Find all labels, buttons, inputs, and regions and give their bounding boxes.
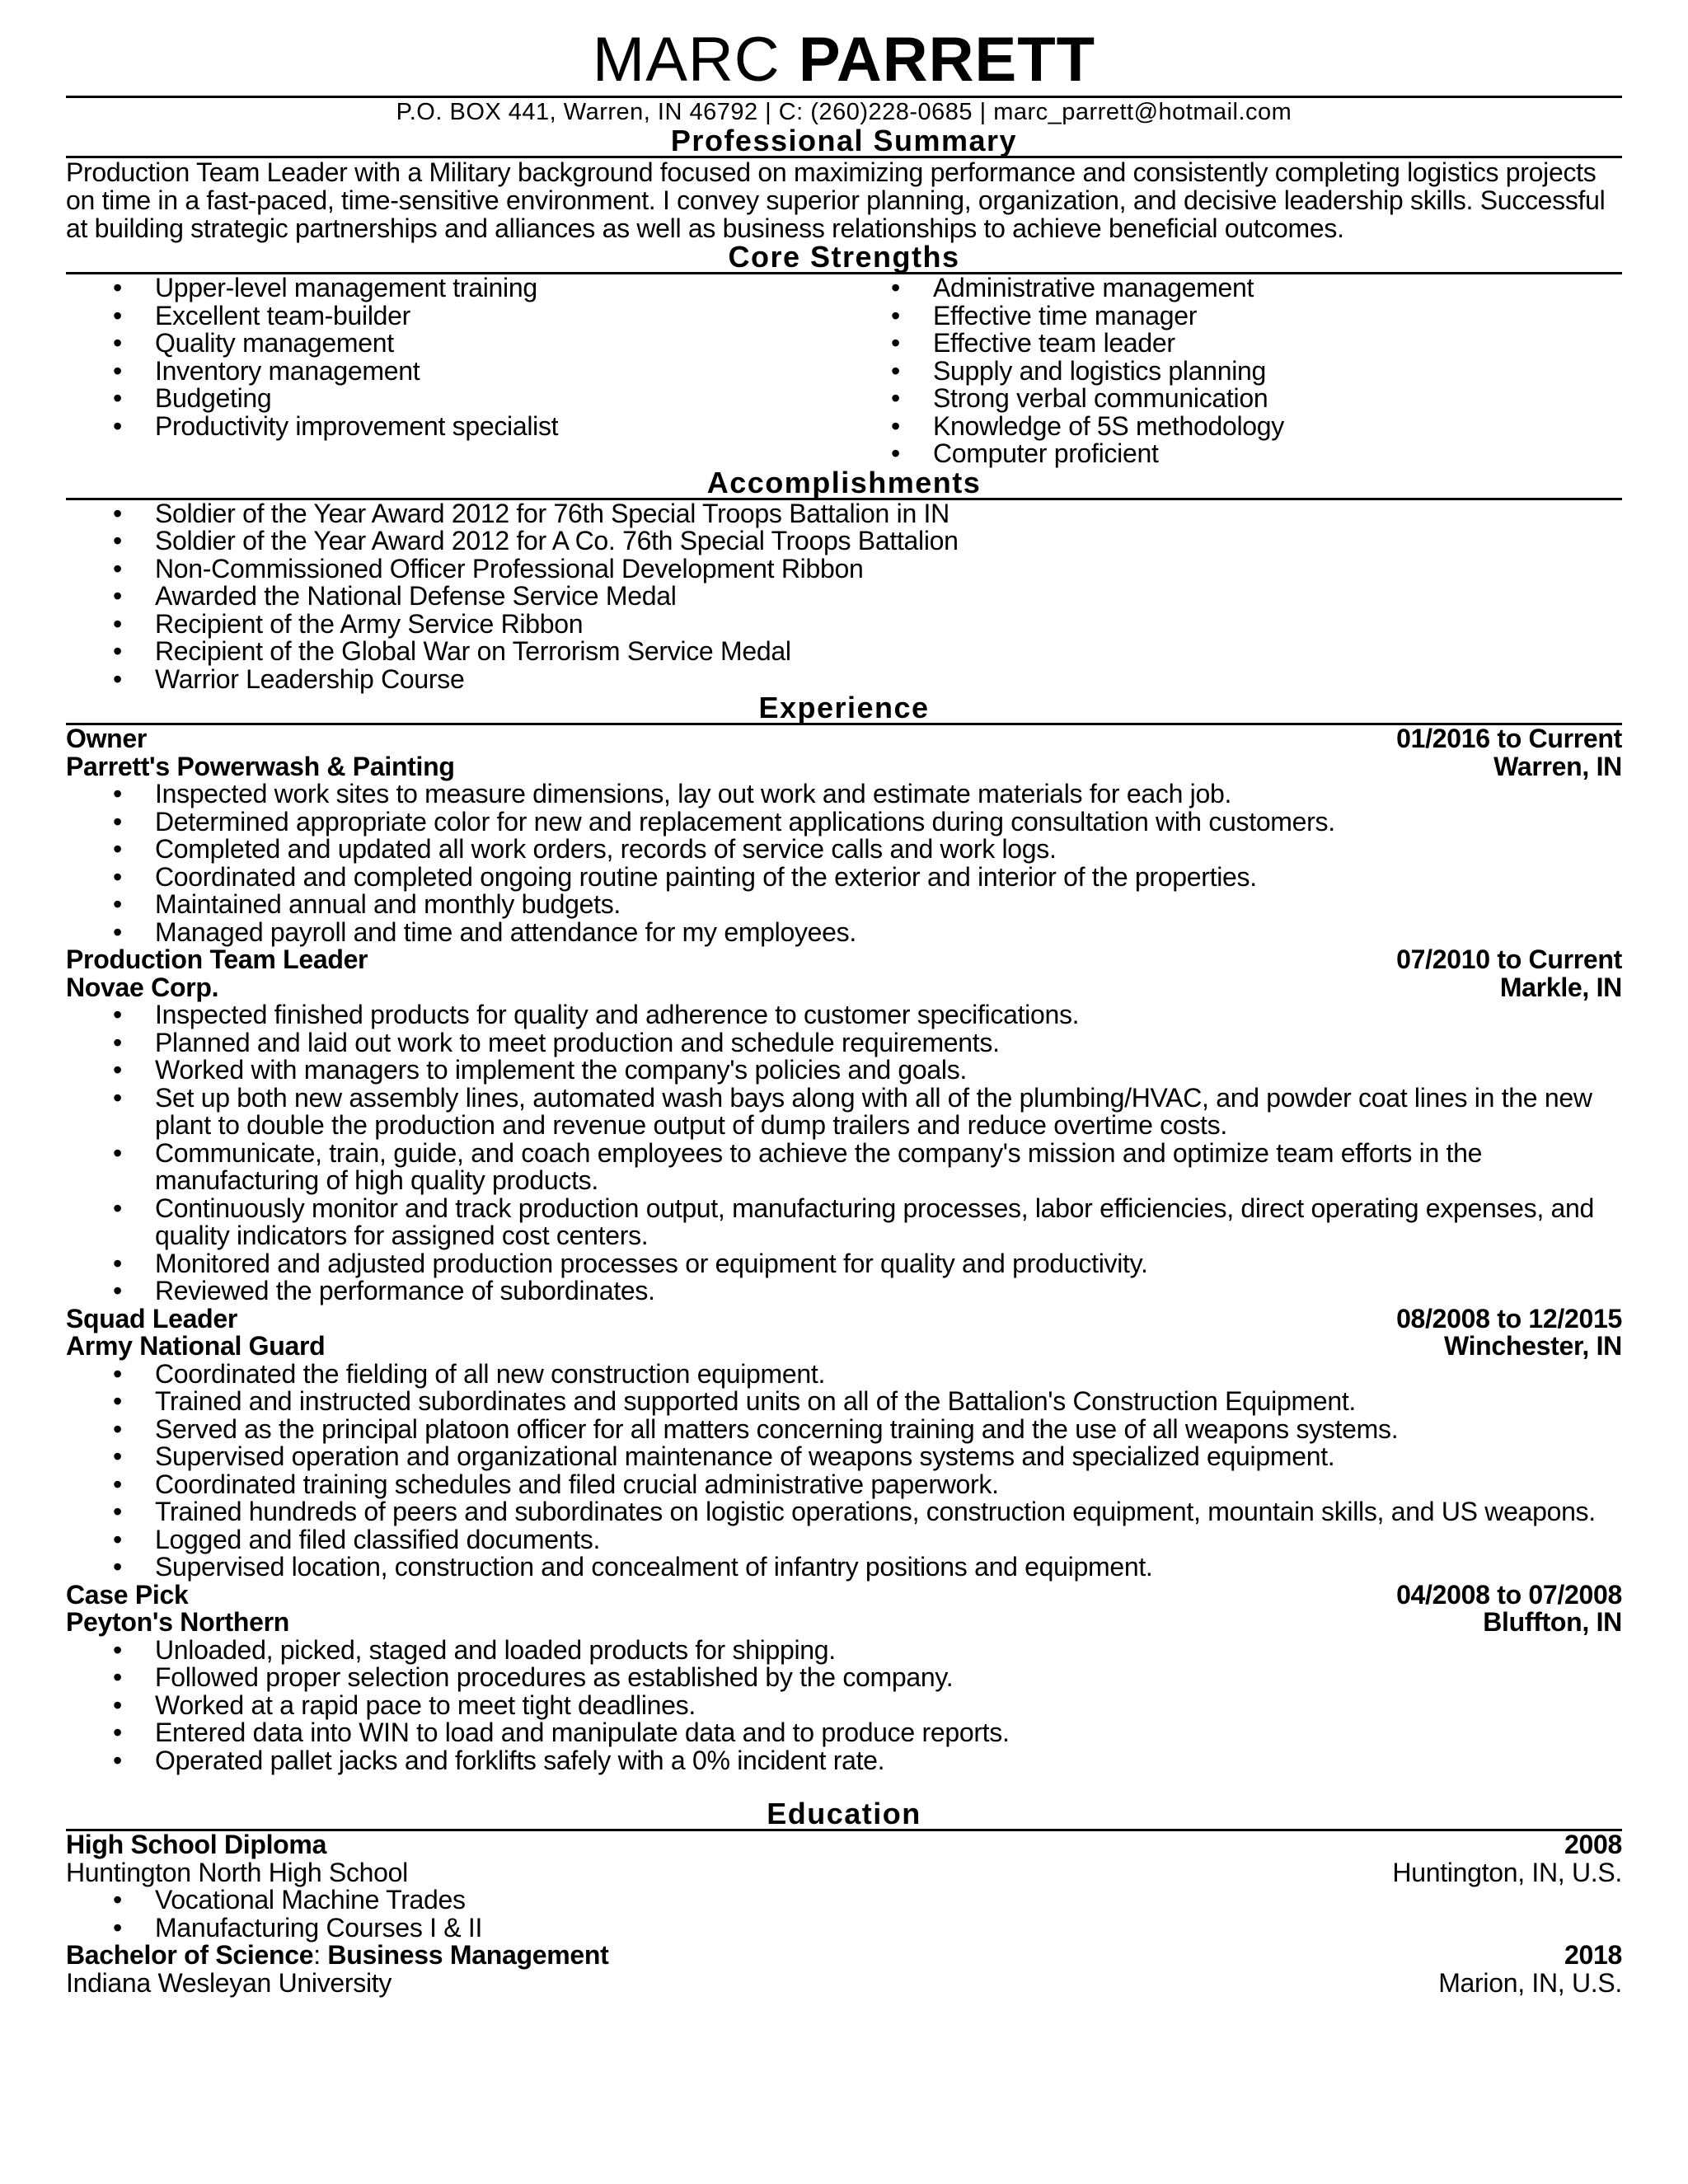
strength-item: • Knowledge of 5S methodology [844, 413, 1622, 441]
accomplishment-item: • Warrior Leadership Course [66, 666, 1622, 694]
accomplishment-item: • Soldier of the Year Award 2012 for 76th Special Troops Battalion in IN [66, 500, 1622, 528]
job-bullet: • Maintained annual and monthly budgets. [66, 891, 1622, 919]
job-company-row [66, 753, 1622, 781]
job-role: Case Pick [66, 1579, 189, 1610]
job-bullet: • Determined appropriate color for new and replacement applications during consultation with customers. [66, 808, 1622, 837]
summary-text: Production Team Leader with a Military background focused on maximizing performance and consistently completing logistics projects on time in a fast-paced, time-sensitive environment. I convey superior planning, organization, and decisive leadership skills. Successful at building strategic partnerships and alliances as well as business relationships to achieve beneficial outcomes. [66, 157, 1606, 243]
education-list [66, 1831, 1622, 1997]
section-spacer [66, 1774, 1622, 1799]
job-location: Bluffton, IN [1483, 1607, 1622, 1637]
experience-list [66, 725, 1622, 1774]
accomplishment-item: • Soldier of the Year Award 2012 for A Co. 76th Special Troops Battalion [66, 527, 1622, 555]
education-heading: Education [66, 1799, 1622, 1831]
job-entry [66, 1305, 1622, 1582]
education-bullet: • Manufacturing Courses I & II [66, 1915, 1622, 1943]
job-company-row [66, 1333, 1622, 1361]
job-dates: 07/2010 to Current [1396, 944, 1622, 974]
job-bullet: • Coordinated and completed ongoing routine painting of the exterior and interior of the properties. [66, 864, 1622, 892]
strength-item: • Effective time manager [844, 302, 1622, 330]
job-bullet: • Communicate, train, guide, and coach employees to achieve the company's mission and optimize team efforts in the manufacturing of high quality products. [66, 1140, 1622, 1195]
job-title-row [66, 1579, 1622, 1610]
job-bullet: • Worked with managers to implement the company's policies and goals. [66, 1057, 1622, 1085]
job-bullets [66, 1001, 1622, 1305]
job-bullet: • Completed and updated all work orders, records of service calls and work logs. [66, 836, 1622, 864]
job-dates: 08/2008 to 12/2015 [1396, 1303, 1622, 1333]
job-bullet: • Inspected finished products for quality and adherence to customer specifications. [66, 1001, 1622, 1029]
job-bullet: • Supervised location, construction and concealment of infantry positions and equipment. [66, 1554, 1622, 1582]
candidate-name [66, 25, 1622, 96]
job-bullet: • Trained hundreds of peers and subordinates on logistic operations, construction equipment, mountain skills, and US weapons. [66, 1498, 1622, 1526]
job-bullet: • Unloaded, picked, staged and loaded products for shipping. [66, 1637, 1622, 1665]
accomplishment-item: • Recipient of the Army Service Ribbon [66, 611, 1622, 639]
strengths-left-list [66, 274, 844, 468]
job-bullet: • Reviewed the performance of subordinates. [66, 1277, 1622, 1305]
strength-item: • Strong verbal communication [844, 385, 1622, 413]
job-location: Winchester, IN [1443, 1331, 1622, 1361]
school-location: Marion, IN, U.S. [1438, 1967, 1622, 1998]
education-entry [66, 1942, 1622, 1997]
job-dates: 01/2016 to Current [1396, 724, 1622, 753]
school-name: Huntington North High School [66, 1857, 408, 1887]
degree-block [66, 1831, 326, 1859]
accomplishments-list [66, 500, 1622, 694]
strength-item: • Administrative management [844, 274, 1622, 302]
school-location: Huntington, IN, U.S. [1392, 1857, 1622, 1887]
accomplishment-item: • Awarded the National Defense Service Medal [66, 583, 1622, 611]
degree-name: High School Diploma [66, 1830, 327, 1859]
job-bullet: • Coordinated the fielding of all new construction equipment. [66, 1361, 1622, 1389]
job-entry [66, 946, 1622, 1305]
job-bullets [66, 1634, 1622, 1775]
job-company: Peyton's Northern [66, 1607, 289, 1637]
education-bullets [66, 1886, 1622, 1942]
strength-item: • Effective team leader [844, 330, 1622, 358]
degree-year: 2008 [1564, 1830, 1622, 1859]
job-bullet: • Logged and filed classified documents. [66, 1526, 1622, 1554]
degree-row [66, 1831, 1622, 1859]
strengths-columns [66, 274, 1622, 468]
job-dates: 04/2008 to 07/2008 [1396, 1579, 1622, 1610]
job-role: Squad Leader [66, 1303, 238, 1333]
job-bullet: • Set up both new assembly lines, automated wash bays along with all of the plumbing/HVAC, and powder coat lines in the new plant to double the production and revenue output of dump trailers and reduce overtime costs. [66, 1085, 1622, 1140]
degree-block [66, 1942, 608, 1970]
summary-heading: Professional Summary [66, 126, 1622, 158]
job-role: Owner [66, 724, 148, 753]
job-bullet: • Continuously monitor and track production output, manufacturing processes, labor efficiencies, direct operating expenses, and quality indicators for assigned cost centers. [66, 1195, 1622, 1250]
degree-field: Business Management [327, 1940, 609, 1970]
school-name: Indiana Wesleyan University [66, 1967, 392, 1998]
job-role: Production Team Leader [66, 944, 368, 974]
job-location: Warren, IN [1493, 751, 1622, 781]
strength-item: • Computer proficient [844, 440, 1622, 468]
strength-item: • Excellent team-builder [66, 302, 844, 330]
job-company: Army National Guard [66, 1331, 326, 1361]
education-bullet: • Vocational Machine Trades [66, 1886, 1622, 1915]
last-name: PARRETT [798, 25, 1096, 95]
job-title-row [66, 725, 1622, 753]
job-bullet: • Inspected work sites to measure dimensions, lay out work and estimate materials for each job. [66, 780, 1622, 808]
school-row [66, 1859, 1622, 1887]
job-company-row [66, 974, 1622, 1002]
degree-year: 2018 [1564, 1940, 1622, 1970]
job-location: Markle, IN [1499, 972, 1622, 1002]
strength-item: • Supply and logistics planning [844, 358, 1622, 386]
job-bullet: • Worked at a rapid pace to meet tight deadlines. [66, 1692, 1622, 1720]
resume-page [66, 25, 1622, 1997]
experience-heading: Experience [66, 693, 1622, 725]
job-entry [66, 725, 1622, 946]
accomplishments-heading: Accomplishments [66, 468, 1622, 500]
first-name: MARC [592, 25, 781, 95]
strengths-right-list [844, 274, 1622, 468]
strength-item: • Productivity improvement specialist [66, 413, 844, 441]
job-bullets [66, 780, 1622, 946]
job-bullet: • Entered data into WIN to load and manipulate data and to produce reports. [66, 1719, 1622, 1747]
strength-item: • Budgeting [66, 385, 844, 413]
strength-item: • Upper-level management training [66, 274, 844, 302]
education-entry [66, 1831, 1622, 1942]
job-bullet: • Operated pallet jacks and forklifts safely with a 0% incident rate. [66, 1747, 1622, 1775]
job-bullet: • Trained and instructed subordinates and supported units on all of the Battalion's Construction Equipment. [66, 1388, 1622, 1416]
job-title-row [66, 946, 1622, 974]
accomplishment-item: • Non-Commissioned Officer Professional Development Ribbon [66, 555, 1622, 583]
strengths-heading: Core Strengths [66, 242, 1622, 274]
job-title-row [66, 1305, 1622, 1333]
job-bullet: • Monitored and adjusted production processes or equipment for quality and productivity. [66, 1250, 1622, 1278]
strength-item: • Inventory management [66, 358, 844, 386]
job-bullet: • Planned and laid out work to meet production and schedule requirements. [66, 1029, 1622, 1057]
job-bullets [66, 1358, 1622, 1582]
job-bullet: • Supervised operation and organizational maintenance of weapons systems and specialized equipment. [66, 1443, 1622, 1471]
job-bullet: • Followed proper selection procedures as established by the company. [66, 1664, 1622, 1692]
contact-line: P.O. BOX 441, Warren, IN 46792 | C: (260)228-0685 | marc_parrett@hotmail.com [396, 99, 1292, 125]
job-company-row [66, 1609, 1622, 1637]
degree-name: Bachelor of Science [66, 1940, 314, 1970]
job-company: Novae Corp. [66, 972, 219, 1002]
job-bullet: • Served as the principal platoon officer for all matters concerning training and the use of all weapons systems. [66, 1416, 1622, 1444]
job-bullet: • Managed payroll and time and attendance for my employees. [66, 919, 1622, 947]
accomplishment-item: • Recipient of the Global War on Terrorism Service Medal [66, 638, 1622, 666]
degree-separator: : [313, 1940, 328, 1970]
job-entry [66, 1579, 1622, 1775]
strength-item: • Quality management [66, 330, 844, 358]
job-bullet: • Coordinated training schedules and filed crucial administrative paperwork. [66, 1471, 1622, 1499]
job-company: Parrett's Powerwash & Painting [66, 751, 455, 781]
degree-row [66, 1942, 1622, 1970]
school-row [66, 1967, 1622, 1998]
